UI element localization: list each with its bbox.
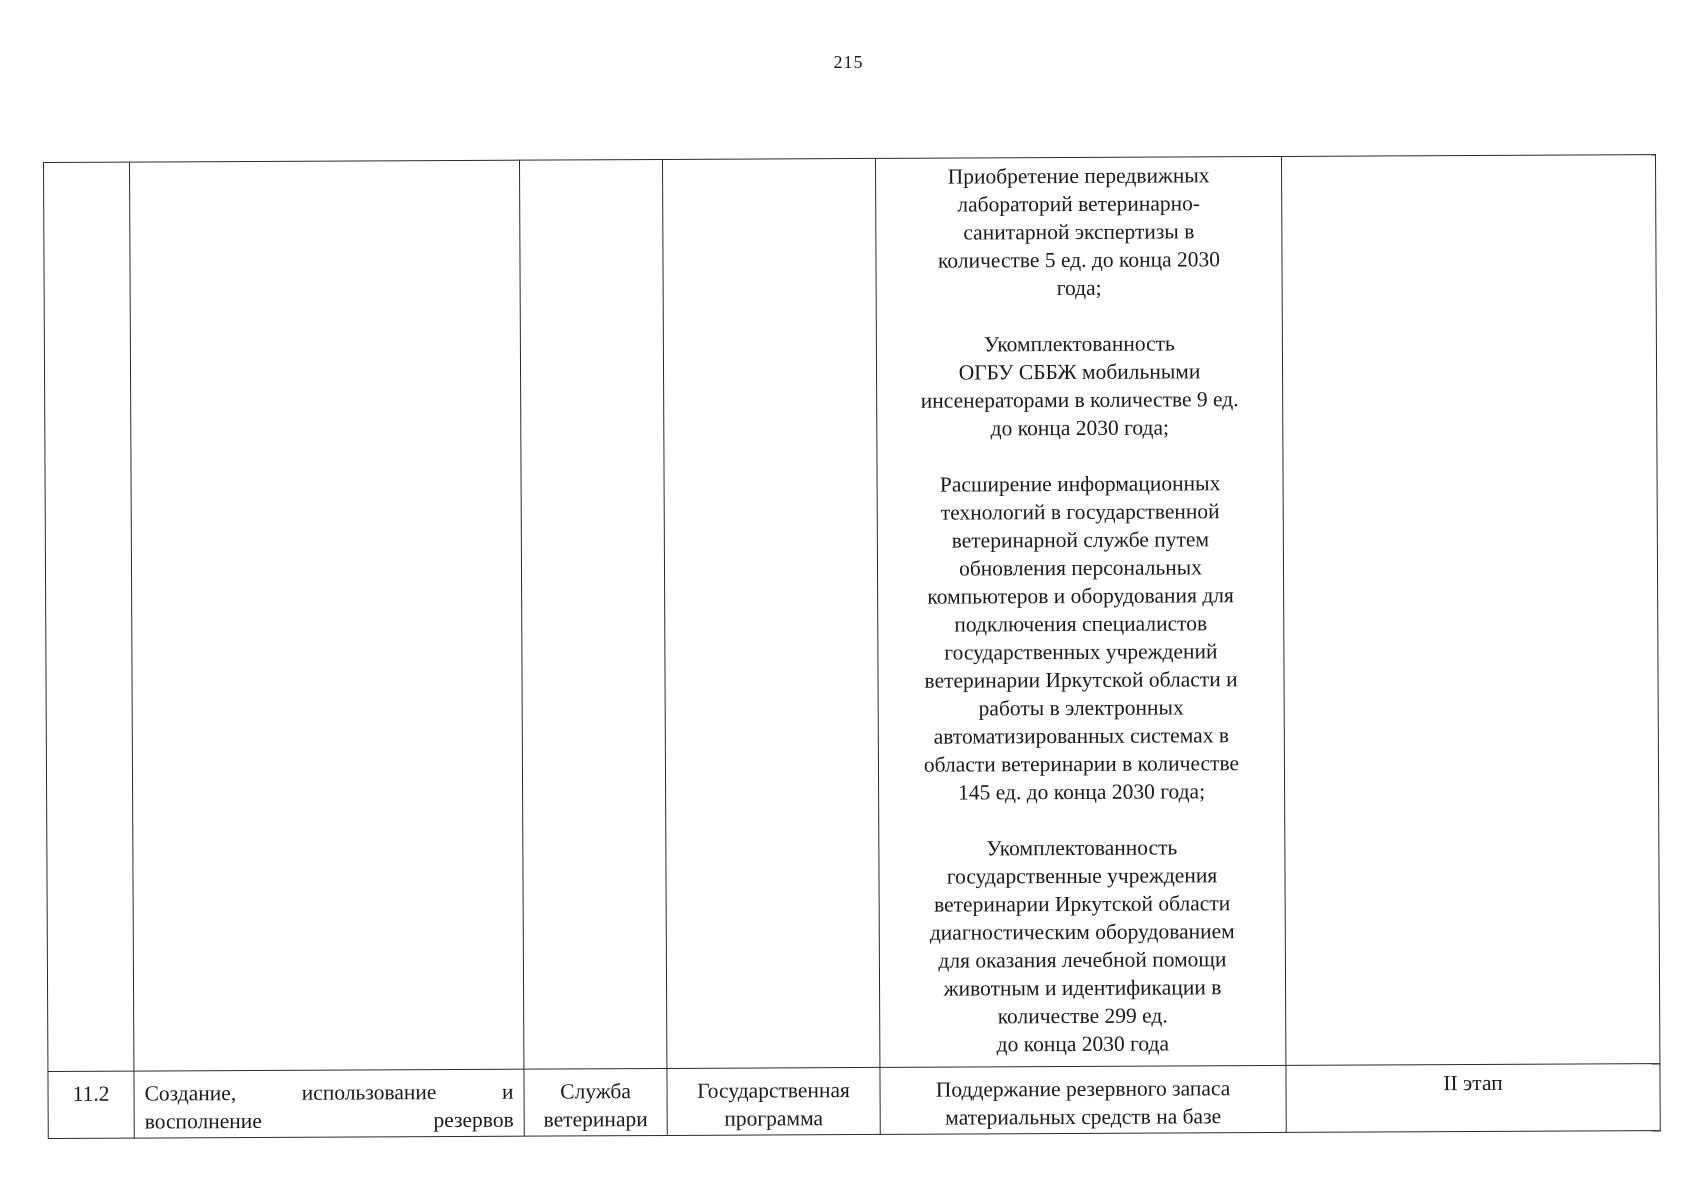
result-paragraph: Укомплектованность ОГБУ СББЖ мобильными инсенераторами в количестве 9 ед. до конца 2030 года; [920, 331, 1239, 441]
row-number: 11.2 [48, 1071, 134, 1138]
measure-name-word: восполнение [144, 1108, 262, 1134]
page-number: 215 [833, 52, 864, 72]
expected-result: Поддержание резервного запаса материальных средств на базе [880, 1065, 1286, 1134]
cell-name-empty [130, 160, 524, 1071]
measures-table-wrapper [43, 154, 1660, 1139]
measure-name-line-1 [144, 1078, 513, 1108]
result-paragraph: Расширение информационных технологий в государственной ветеринарной службе путем обновления персональных компьютеров и оборудования для подключения специалистов государственных учреждений ветеринарии Иркутской области и работы в электронных автоматизированных системах в области ветеринарии в количестве 145 ед. до конца 2030 года; [923, 471, 1240, 805]
executor: Служба ветеринари [524, 1068, 667, 1136]
cell-stage-empty [1281, 155, 1659, 1066]
funding-source: Государственная программа [667, 1067, 880, 1135]
measure-name-line-2 [145, 1106, 514, 1136]
cell-result [875, 156, 1285, 1067]
cell-executor-empty [519, 159, 666, 1069]
result-paragraph: Приобретение передвижных лабораторий ветеринарно- санитарной экспертизы в количестве 5 ед. до конца 2030 года; [937, 163, 1221, 301]
measure-name-word: и [501, 1079, 514, 1104]
measure-name-word: Создание, [144, 1081, 237, 1106]
measure-name-word: использование [301, 1080, 437, 1105]
implementation-stage: II этап [1286, 1064, 1660, 1133]
cell-number-empty [44, 162, 134, 1071]
result-paragraph: Укомплектованность государственные учреждения ветеринарии Иркутской области диагностическим оборудованием для оказания лечебной помощи животным и идентификации в количестве 299 ед. до конца 2030 года [929, 835, 1235, 1057]
cell-source-empty [662, 158, 879, 1068]
measures-table [43, 154, 1661, 1139]
table-row-continuation [44, 155, 1660, 1072]
measure-name [134, 1069, 524, 1138]
table-row-11-2 [48, 1064, 1660, 1139]
measure-name-word: резервов [433, 1107, 514, 1133]
